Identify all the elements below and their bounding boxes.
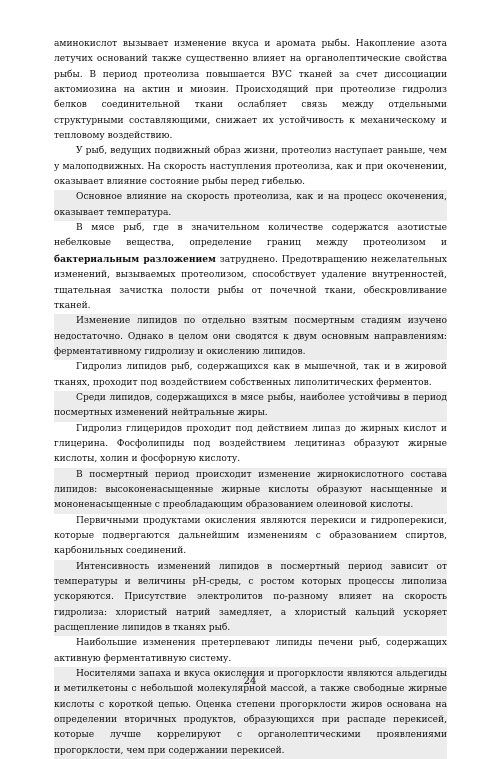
paragraph: Основное влияние на скорость протеолиза, как и на процесс окоченения, оказывает температура. [54, 190, 447, 221]
paragraph: Интенсивность изменений липидов в посмертный период зависит от температуры и величины рН-среды, с ростом которых процессы липолиза ускоряются. Присутствие электролитов по-разному влияет на скорость гидролиза: хлористый натрий замедляет, а хлористый кальций ускоряет расщепление липидов в тканях рыб. [54, 560, 447, 637]
paragraph: Первичными продуктами окисления являются перекиси и гидроперекиси, которые подвергаются дальнейшим изменениям с образованием спиртов, карбонильных соединений. [54, 515, 447, 557]
paragraph: аминокислот вызывает изменение вкуса и аромата рыбы. Накопление азота летучих оснований также существенно влияет на органолептические свойства рыбы. В период протеолиза повышается ВУС тканей за счет диссоциации актомиозина на актин и миозин. Происходящий при протеолизе гидролиз белков соединительной ткани ослабляет связь между отдельными структурными составляющими, снижает их устойчивость к механическому и тепловому воздействию. [54, 39, 447, 142]
paragraph: У рыб, ведущих подвижный образ жизни, протеолиз наступает раньше, чем у малоподвижных. На скорость наступления протеолиза, как и при окоченении, оказывает влияние состояние рыбы перед гибелью. [54, 146, 447, 188]
page-number: 24 [243, 676, 257, 687]
paragraph-text: В мясе рыб, где в значительном количестве содержатся азотистые небелковые вещества, определение границ между протеолизом и [54, 223, 447, 249]
paragraph: Гидролиз глицеридов проходит под действием липаз до жирных кислот и глицерина. Фосфолипиды под воздействием лецитиназ образуют жирные кислоты, холин и фосфорную кислоту. [54, 423, 447, 465]
paragraph: Среди липидов, содержащихся в мясе рыбы, наиболее устойчивы в период посмертных изменений нейтральные жиры. [54, 391, 447, 422]
paragraph: Наибольшие изменения претерпевают липиды печени рыб, содержащих активную ферментативную систему. [54, 638, 447, 664]
paragraph: Гидролиз липидов рыб, содержащихся как в мышечной, так и в жировой тканях, проходит под воздействием собственных липолитических ферментов. [54, 362, 447, 388]
paragraph-text: затруднено. Предотвращению нежелательных изменений, вызываемых протеолизом, способствует удаление внутренностей, тщательная зачистка полости рыбы от почечной ткани, обескровливание тканей. [54, 254, 447, 311]
bold-term: бактериальным разложением [54, 253, 216, 265]
paragraph [54, 221, 447, 314]
body-text [54, 37, 447, 759]
paragraph: Изменение липидов по отдельно взятым посмертным стадиям изучено недостаточно. Однако в целом они сводятся к двум основным направлениям: ферментативному гидролизу и окислению липидов. [54, 314, 447, 360]
paragraph: В посмертный период происходит изменение жирнокислотного состава липидов: высоконенасыщенные жирные кислоты образуют насыщенные и мононенасыщенные с преобладающим образованием олеиновой кислоты. [54, 468, 447, 514]
paragraph: Носителями запаха и вкуса окисления и прогорклости являются альдегиды и метилкетоны с небольшой молекулярной массой, а также свободные жирные кислоты с короткой цепью. Оценка степени прогорклости жиров основана на определении вторичных продуктов, образующихся при распаде перекисей, которые лучше коррелируют с органолептическими проявлениями прогорклости, чем при содержании перекисей. [54, 667, 447, 759]
